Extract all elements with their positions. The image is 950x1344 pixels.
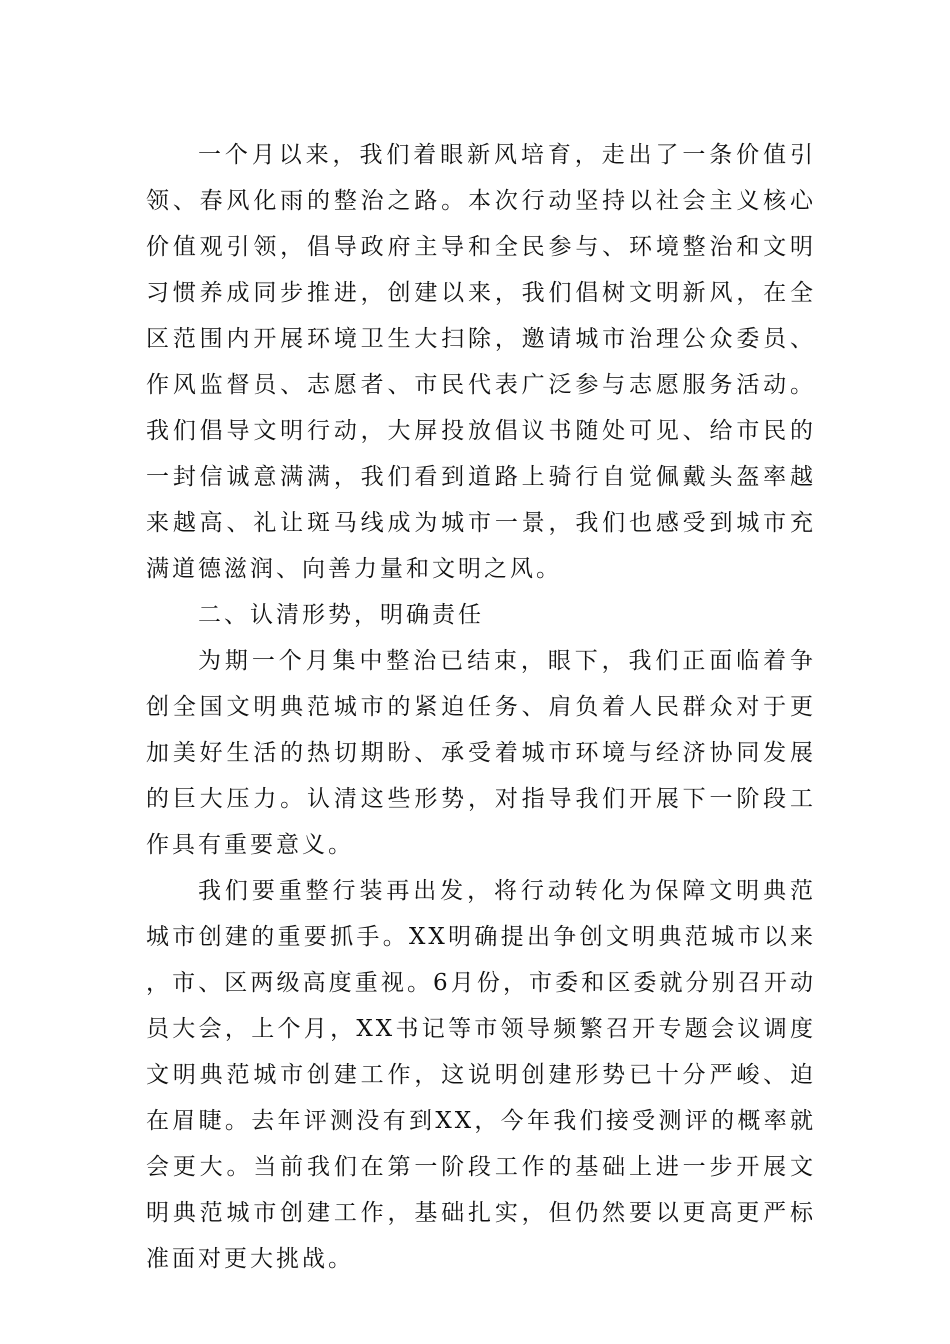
paragraph-situation: 为期一个月集中整治已结束，眼下，我们正面临着争创全国文明典范城市的紧迫任务、肩负着人民群众对于更加美好生活的热切期盼、承受着城市环境与经济协同发展的巨大压力。认清这些形势，对指导我们开展下一阶段工作具有重要意义。	[146, 648, 816, 858]
section-heading: 二、认清形势，明确责任	[198, 602, 484, 628]
document-body	[146, 132, 816, 1282]
paragraph-intro: 一个月以来，我们着眼新风培育，走出了一条价值引领、春风化雨的整治之路。本次行动坚持以社会主义核心价值观引领，倡导政府主导和全民参与、环境整治和文明习惯养成同步推进，创建以来，我们倡树文明新风，在全区范围内开展环境卫生大扫除，邀请城市治理公众委员、作风监督员、志愿者、市民代表广泛参与志愿服务活动。我们倡导文明行动，大屏投放倡议书随处可见、给市民的一封信诚意满满，我们看到道路上骑行自觉佩戴头盔率越来越高、礼让斑马线成为城市一景，我们也感受到城市充满道德滋润、向善力量和文明之风。	[146, 142, 816, 582]
paragraph-action: 我们要重整行装再出发，将行动转化为保障文明典范城市创建的重要抓手。XX明确提出争创文明典范城市以来，市、区两级高度重视。6月份，市委和区委就分别召开动员大会，上个月，XX书记等市领导频繁召开专题会议调度文明典范城市创建工作，这说明创建形势已十分严峻、迫在眉睫。去年评测没有到XX，今年我们接受测评的概率就会更大。当前我们在第一阶段工作的基础上进一步开展文明典范城市创建工作，基础扎实，但仍然要以更高更严标准面对更大挑战。	[146, 878, 816, 1272]
